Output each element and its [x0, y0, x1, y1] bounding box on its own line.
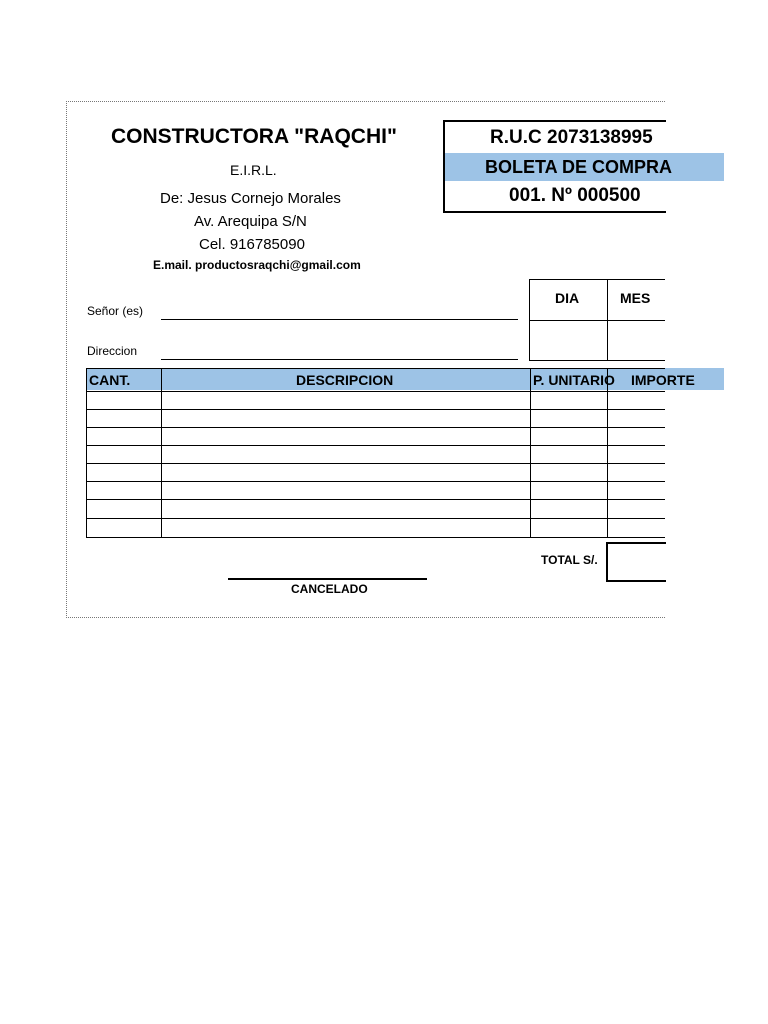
- table-row[interactable]: [87, 463, 665, 464]
- company-phone: Cel. 916785090: [199, 236, 305, 253]
- date-month-label: MES: [620, 290, 651, 306]
- table-row[interactable]: [87, 409, 665, 410]
- table-row[interactable]: [87, 481, 665, 482]
- table-row[interactable]: [87, 391, 665, 392]
- col-divider: [607, 369, 608, 537]
- col-divider: [161, 369, 162, 537]
- col-p-unitario: P. UNITARIO: [533, 372, 615, 388]
- customer-address-label: Direccion: [87, 344, 138, 358]
- date-grid-row-separator: [530, 320, 665, 321]
- table-row[interactable]: [87, 427, 665, 428]
- table-row[interactable]: [87, 445, 665, 446]
- date-grid-col-separator: [607, 280, 608, 360]
- total-label: TOTAL S/.: [541, 553, 598, 567]
- customer-name-label: Señor (es): [87, 304, 144, 318]
- doc-number: 001. Nº 000500: [509, 185, 641, 206]
- col-cant: CANT.: [89, 372, 131, 388]
- ruc-number: R.U.C 2073138995: [490, 127, 653, 148]
- date-day-label: DIA: [555, 290, 580, 306]
- company-email: E.mail. productosraqchi@gmail.com: [153, 258, 361, 272]
- cancel-label: CANCELADO: [291, 582, 368, 596]
- col-importe: IMPORTE: [631, 372, 695, 388]
- company-type: E.I.R.L.: [230, 162, 277, 178]
- doc-type-clip: [445, 153, 672, 181]
- company-address: Av. Arequipa S/N: [194, 213, 307, 230]
- total-box[interactable]: [606, 542, 666, 582]
- company-name: CONSTRUCTORA "RAQCHI": [111, 125, 397, 148]
- items-table: [86, 368, 695, 538]
- doc-type: BOLETA DE COMPRA: [485, 157, 672, 177]
- col-divider: [530, 369, 531, 537]
- customer-name-line[interactable]: [161, 319, 518, 320]
- cancel-signature-line: [228, 578, 427, 580]
- table-row[interactable]: [87, 518, 665, 519]
- customer-address-line[interactable]: [161, 359, 518, 360]
- owner-name: De: Jesus Cornejo Morales: [160, 190, 341, 207]
- col-descripcion: DESCRIPCION: [296, 372, 394, 388]
- table-row[interactable]: [87, 499, 665, 500]
